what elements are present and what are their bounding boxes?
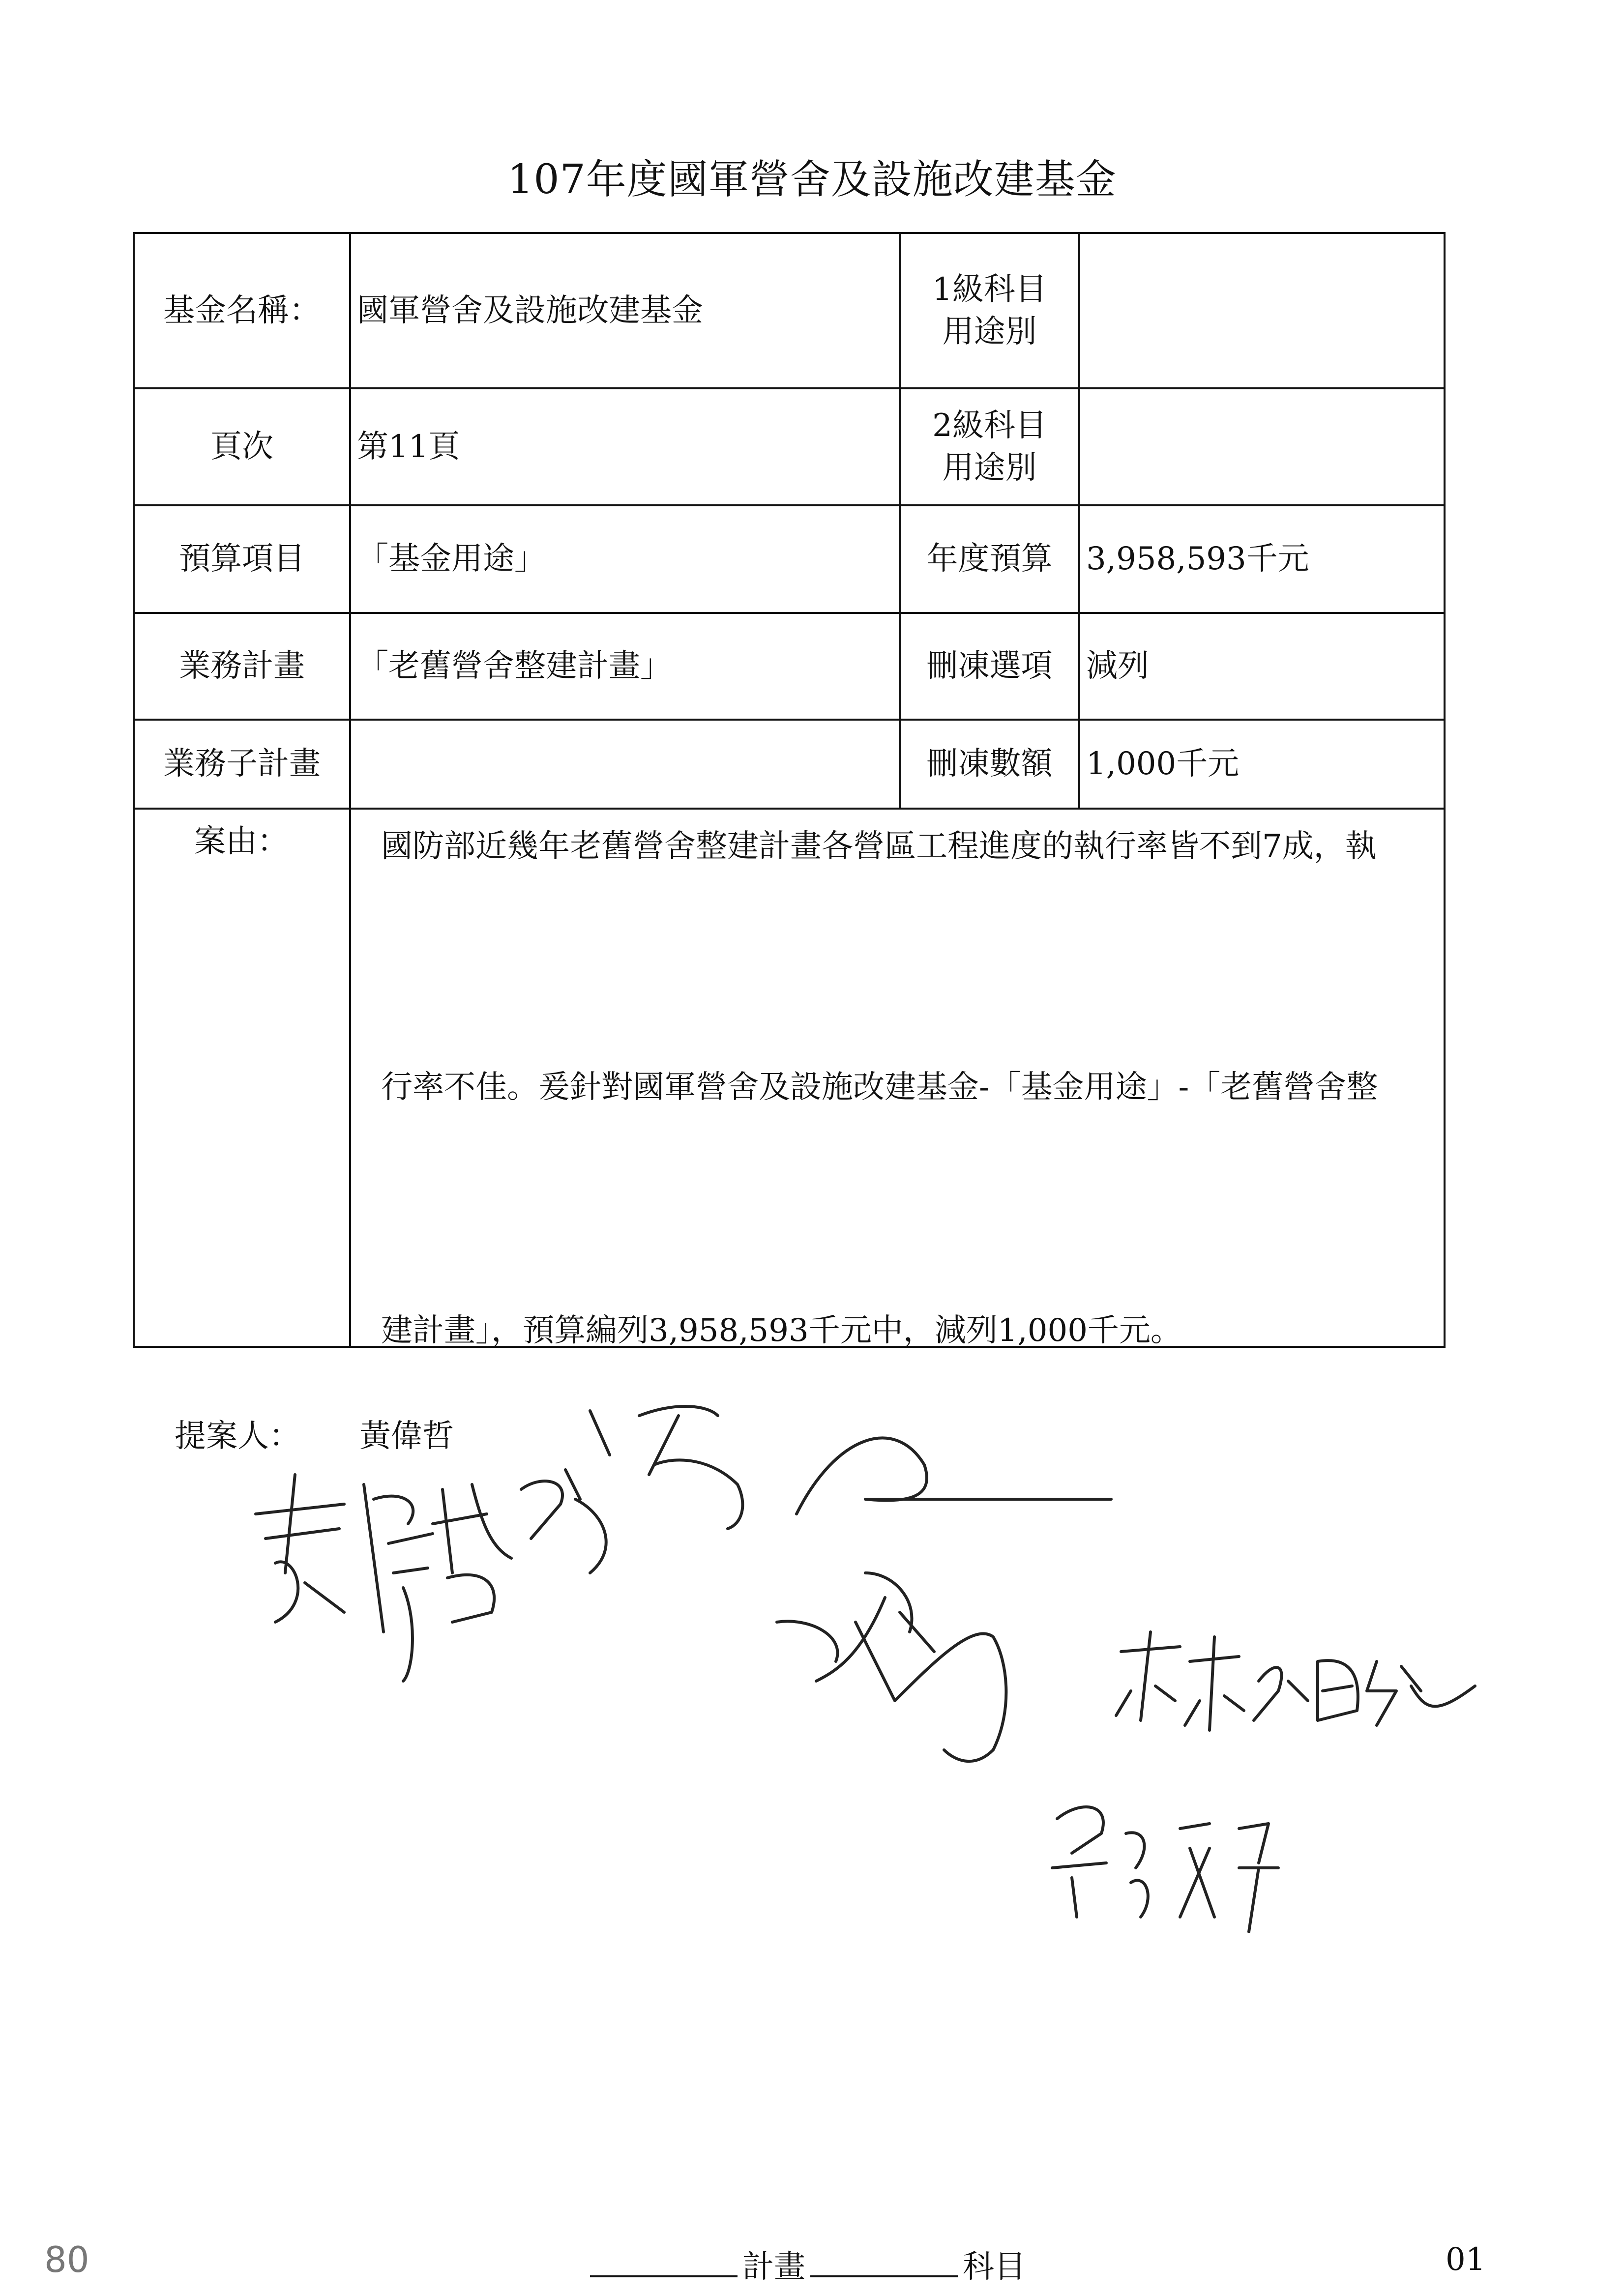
- subject-blank: [810, 2275, 958, 2277]
- annual-budget-value: 3,958,593千元: [1086, 541, 1309, 578]
- page-no-value: 第11頁: [357, 428, 460, 465]
- sub-plan-label: 業務子計畫: [163, 746, 321, 783]
- page-number: 01: [1446, 2241, 1486, 2278]
- document-title: 107年度國軍營舍及設施改建基金: [507, 156, 1117, 203]
- cut-option-label: 刪凍選項: [926, 648, 1053, 685]
- plan-blank: [590, 2275, 738, 2277]
- reason-line: 行率不佳。爰針對國軍營舍及設施改建基金-「基金用途」-「老舊營舍整: [381, 1069, 1378, 1105]
- cut-amount-label: 刪凍數額: [926, 746, 1053, 783]
- proposer-name: 黃偉哲: [359, 1418, 454, 1454]
- reason-label: 案由：: [194, 823, 289, 860]
- reason-line: 國防部近幾年老舊營舍整建計畫各營區工程進度的執行率皆不到7成，執: [381, 828, 1377, 865]
- fund-name-label: 基金名稱：: [163, 292, 321, 329]
- business-plan-value: 「老舊營舍整建計畫」: [357, 648, 672, 685]
- budget-item-label: 預算項目: [179, 541, 305, 578]
- fund-name-value: 國軍營舍及設施改建基金: [357, 292, 703, 329]
- page-no-label: 頁次: [210, 428, 273, 465]
- annual-budget-label: 年度預算: [926, 541, 1053, 578]
- cut-option-value: 減列: [1086, 648, 1149, 685]
- cut-amount-value: 1,000千元: [1086, 746, 1240, 783]
- handwritten-number: 80: [44, 2239, 89, 2280]
- signature-1-image: [256, 1406, 1111, 1761]
- proposer-label: 提案人：: [175, 1418, 300, 1454]
- reason-line: 建計畫」，預算編列3,958,593千元中，減列1,000千元。: [381, 1312, 1182, 1349]
- subject-label: 科目: [963, 2249, 1026, 2285]
- signature-2-image: [1052, 1632, 1475, 1932]
- level1-purpose-label: 1級科目用途別: [932, 271, 1047, 350]
- budget-item-value: 「基金用途」: [357, 541, 546, 578]
- business-plan-label: 業務計畫: [179, 648, 305, 685]
- plan-label: 計畫: [742, 2249, 805, 2285]
- plan-subject-line: [585, 2241, 1026, 2287]
- level2-purpose-label: 2級科目用途別: [932, 407, 1047, 486]
